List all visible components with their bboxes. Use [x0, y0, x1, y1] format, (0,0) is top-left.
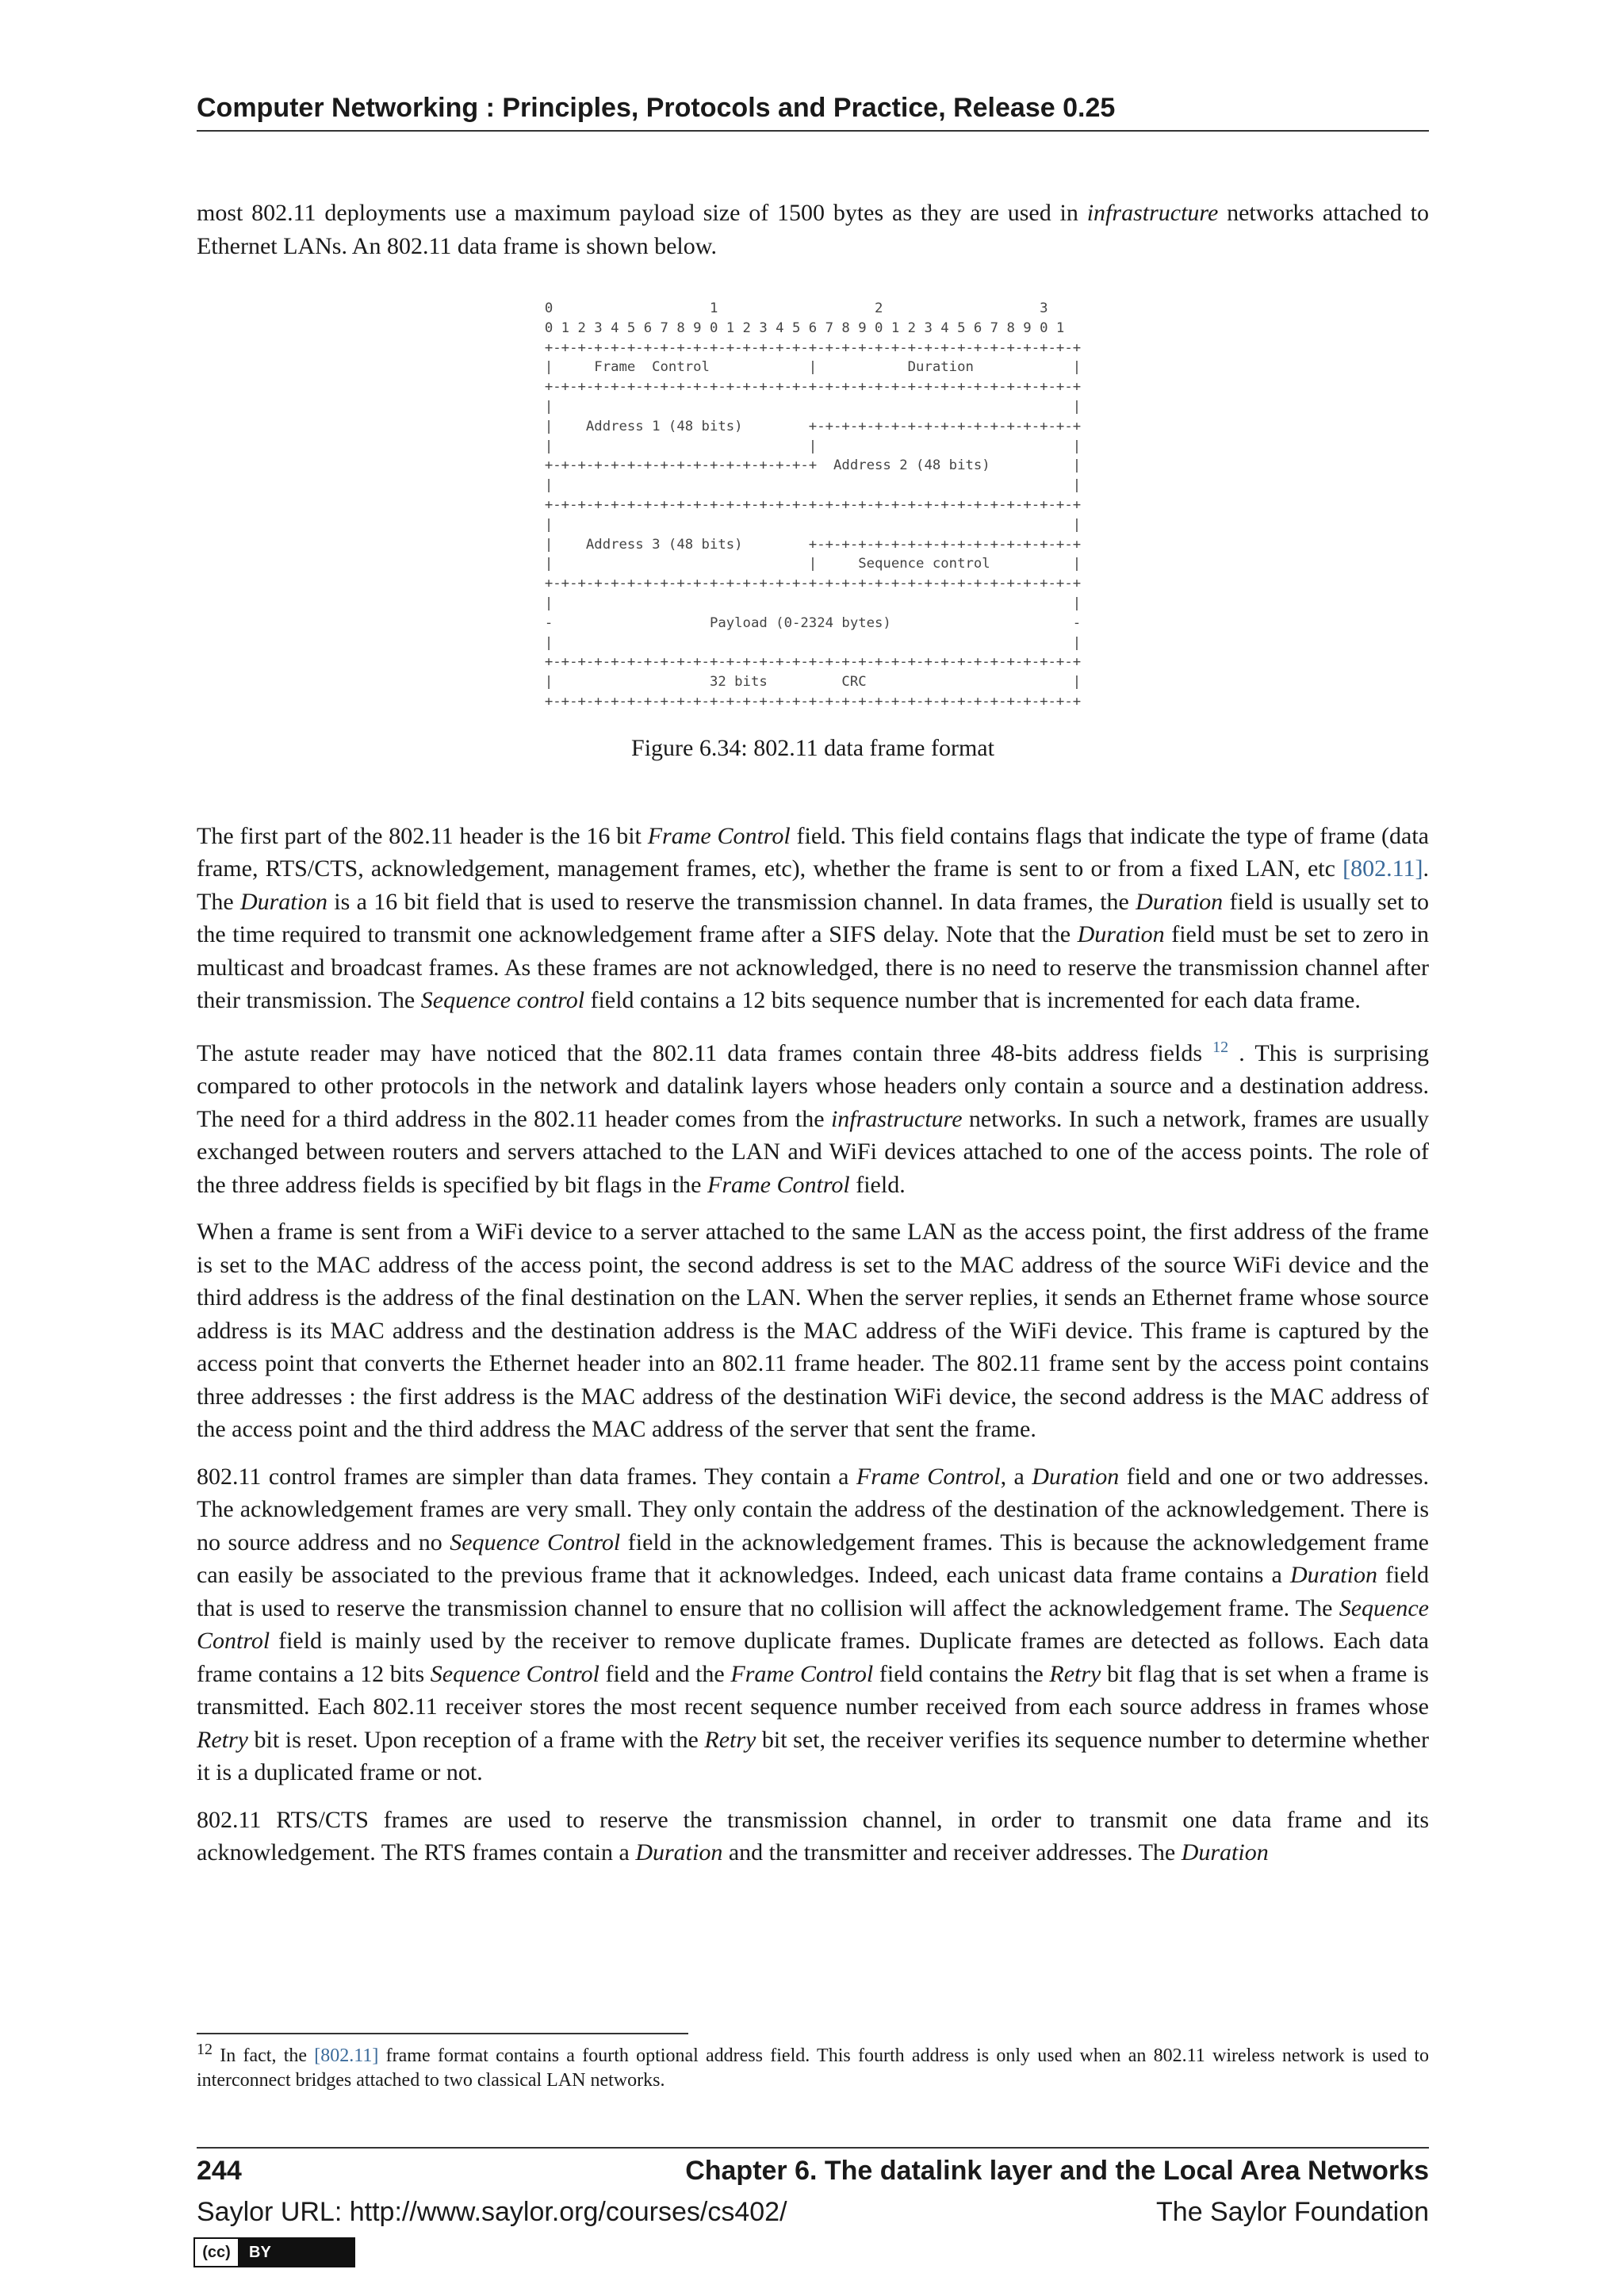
- footnote-citation-link[interactable]: [802.11]: [314, 2045, 379, 2066]
- saylor-footer: [197, 2195, 1429, 2229]
- frame-format-figure: [197, 299, 1429, 764]
- by-label: BY: [239, 2239, 354, 2266]
- intro-paragraph: most 802.11 deployments use a maximum payload size of 1500 bytes as they are used in infrastructure networks attached to Ethernet LANs. An 802.11 data frame is shown below.: [197, 200, 1430, 259]
- paragraph-frame-control: The first part of the 802.11 header is the 16 bit Frame Control field. This field contains flags that indicate the type of frame (data frame, RTS/CTS, acknowledgement, management frames, etc), whether the frame is sent to or from a fixed LAN, etc [802.11]. The Duration is a 16 bit field that is used to reserve the transmission channel. In data frames, the Duration field is usually set to the time required to transmit one acknowledgement frame after a SIFS delay. Note that the Duration field must be set to zero in multicast and broadcast frames. As these frames are not acknowledged, there is no need to reserve the transmission channel after their transmission. The Sequence control field contains a 12 bits sequence number that is incremented for each data frame.: [197, 822, 1429, 1014]
- page-number: 244: [197, 2156, 242, 2186]
- figure-caption: Figure 6.34: 802.11 data frame format: [631, 734, 994, 761]
- footnote-number: 12: [197, 2041, 213, 2058]
- footnote-reference[interactable]: 12: [1212, 1038, 1229, 1056]
- page-content: [197, 197, 1429, 1884]
- paragraph-rts-cts: 802.11 RTS/CTS frames are used to reserve the transmission channel, in order to transmit one data frame and its acknowledgement. The RTS frames contain a Duration and the transmitter and receiver addresses. The Duration: [197, 1806, 1429, 1866]
- cc-icon: (cc): [195, 2239, 239, 2266]
- paragraph-wifi-addressing: When a frame is sent from a WiFi device to a server attached to the same LAN as the access point, the first address of the frame is set to the MAC address of the access point, the second address is set to the MAC address of the source WiFi device and the third address is the address of the final destination on the LAN. When the server replies, it sends an Ethernet frame whose source address is its MAC address and the destination address is the MAC address of the WiFi device. This frame is captured by the access point that converts the Ethernet header into an 802.11 frame header. The 802.11 frame sent by the access point contains three addresses : the first address is the MAC address of the destination WiFi device, the second address is the MAC address of the access point and the third address the MAC address of the server that sent the frame.: [197, 1219, 1429, 1443]
- page-footer: [197, 2147, 1429, 2188]
- footnote: $^{12}$ In fact, the [802.11] frame format contains a fourth optional address field. This fourth address is only used when an 802.11 wireless network is used to interconnect bridges attached to two classical LAN networks.: [197, 2033, 1429, 2093]
- frame-format-diagram: 0 1 2 3 0 1 2 3 4 5 6 7 8 9 0 1 2 3 4 5 6 7 8 9 0 1 2 3 4 5 6 7 8 9 0 1 +-+-+-+-+-+-+-+-+-+-+-+-+-+-+-+-+-+-+-+-+-+-+-+-+-+-+-+-+-+-+-+-+ | Frame Control | Duration | +-+-+-+-+-+-+-+-+-+-+-+-+-+-+-+-+-+-+-+-+-+-+-+-+-+-+-+-+-+-+-+-+ | | | Address 1 (48 bits) +-+-+-+-+-+-+-+-+-+-+-+-+-+-+-+-+ | | | +-+-+-+-+-+-+-+-+-+-+-+-+-+-+-+-+ Address 2 (48 bits) | | | +-+-+-+-+-+-+-+-+-+-+-+-+-+-+-+-+-+-+-+-+-+-+-+-+-+-+-+-+-+-+-+-+ | | | Address 3 (48 bits) +-+-+-+-+-+-+-+-+-+-+-+-+-+-+-+-+ | | Sequence control | +-+-+-+-+-+-+-+-+-+-+-+-+-+-+-+-+-+-+-+-+-+-+-+-+-+-+-+-+-+-+-+-+ | | - Payload (0-2324 bytes) - | | +-+-+-+-+-+-+-+-+-+-+-+-+-+-+-+-+-+-+-+-+-+-+-+-+-+-+-+-+-+-+-+-+ | 32 bits CRC | +-+-+-+-+-+-+-+-+-+-+-+-+-+-+-+-+-+-+-+-+-+-+-+-+-+-+-+-+-+-+-+-+: [544, 300, 1082, 710]
- saylor-url[interactable]: Saylor URL: http://www.saylor.org/courses/cs402/: [197, 2197, 787, 2227]
- saylor-foundation: The Saylor Foundation: [1156, 2197, 1429, 2227]
- cc-by-license-badge: [193, 2237, 355, 2267]
- chapter-title: Chapter 6. The datalink layer and the Local Area Networks: [685, 2156, 1429, 2186]
- footnote-rule: [197, 2033, 688, 2034]
- citation-link[interactable]: [802.11]: [1342, 855, 1423, 882]
- paragraph-control-frames: 802.11 control frames are simpler than data frames. They contain a Frame Control, a Duration field and one or two addresses. The acknowledgement frames are very small. They only contain the address of the destination of the acknowledgement. There is no source address and no Sequence Control field in the acknowledgement frames. This is because the acknowledgement frame can easily be associated to the previous frame that it acknowledges. Indeed, each unicast data frame contains a Duration field that is used to reserve the transmission channel to ensure that no collision will affect the acknowledgement frame. The Sequence Control field is mainly used by the receiver to remove duplicate frames. Duplicate frames are detected as follows. Each data frame contains a 12 bits Sequence Control field and the Frame Control field contains the Retry bit flag that is set when a frame is transmitted. Each 802.11 receiver stores the most recent sequence number received from each source address in frames whose Retry bit is reset. Upon reception of a frame with the Retry bit set, the receiver verifies its sequence number to determine whether it is a duplicated frame or not.: [197, 1463, 1429, 1786]
- running-header: Computer Networking : Principles, Protocols and Practice, Release 0.25: [197, 89, 1429, 132]
- paragraph-address-fields: The astute reader may have noticed that the 802.11 data frames contain three 48-bits address fields $^{12}$ . This is surprising compared to other protocols in the network and datalink layers whose headers only contain a source and a destination address. The need for a third address in the 802.11 header comes from the infrastructure networks. In such a network, frames are usually exchanged between routers and servers attached to the LAN and WiFi devices attached to one of the access points. The role of the three address fields is specified by bit flags in the Frame Control field.: [197, 1038, 1429, 1198]
